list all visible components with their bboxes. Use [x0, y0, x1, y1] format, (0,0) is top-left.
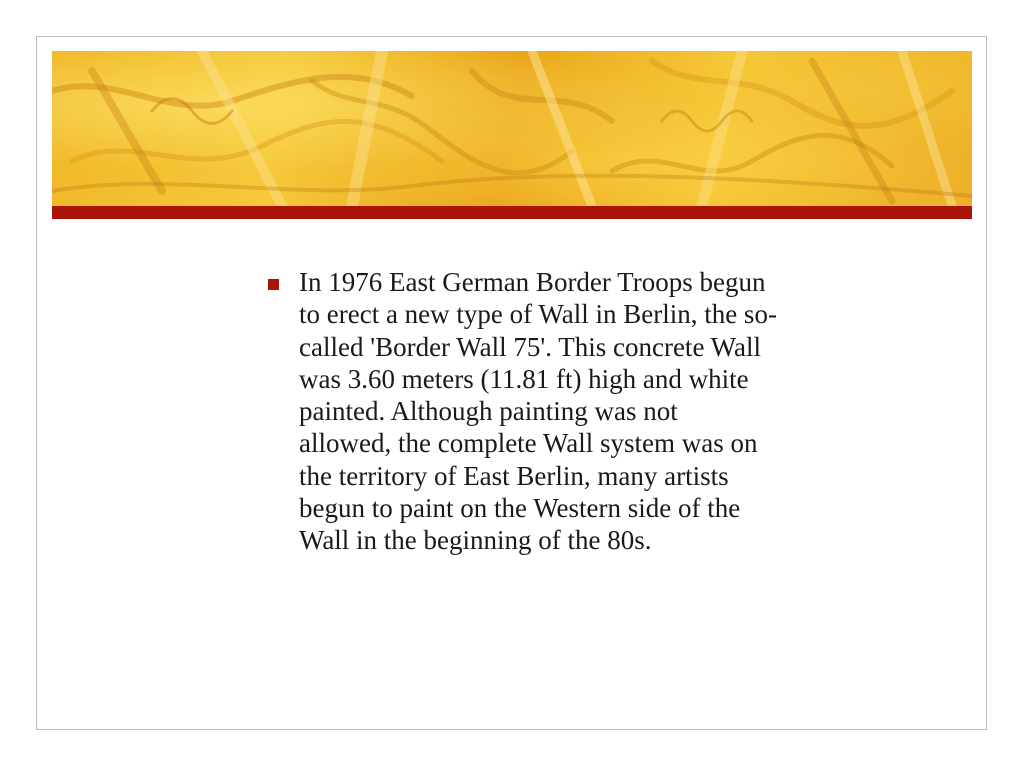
bullet-line: called 'Border Wall 75'. This concrete Wall	[299, 331, 761, 362]
banner-accent-stripe	[52, 206, 972, 219]
bullet-item	[268, 266, 948, 557]
bullet-line: was 3.60 meters (11.81 ft) high and white	[299, 363, 749, 394]
banner-image	[52, 51, 972, 206]
slide-content	[268, 266, 948, 557]
bullet-line: begun to paint on the Western side of the	[299, 493, 741, 524]
square-bullet-icon	[268, 279, 279, 290]
bullet-line: the territory of East Berlin, many artists	[299, 460, 729, 491]
bullet-line: Wall in the beginning of the 80s.	[299, 525, 652, 556]
bullet-line: to erect a new type of Wall in Berlin, the so-	[299, 299, 777, 330]
bullet-text	[299, 266, 777, 557]
bullet-line: In 1976 East German Border Troops begun	[299, 267, 766, 297]
banner-texture	[52, 51, 972, 206]
bullet-line: painted. Although painting was not	[299, 396, 678, 427]
bullet-line: allowed, the complete Wall system was on	[299, 428, 758, 459]
